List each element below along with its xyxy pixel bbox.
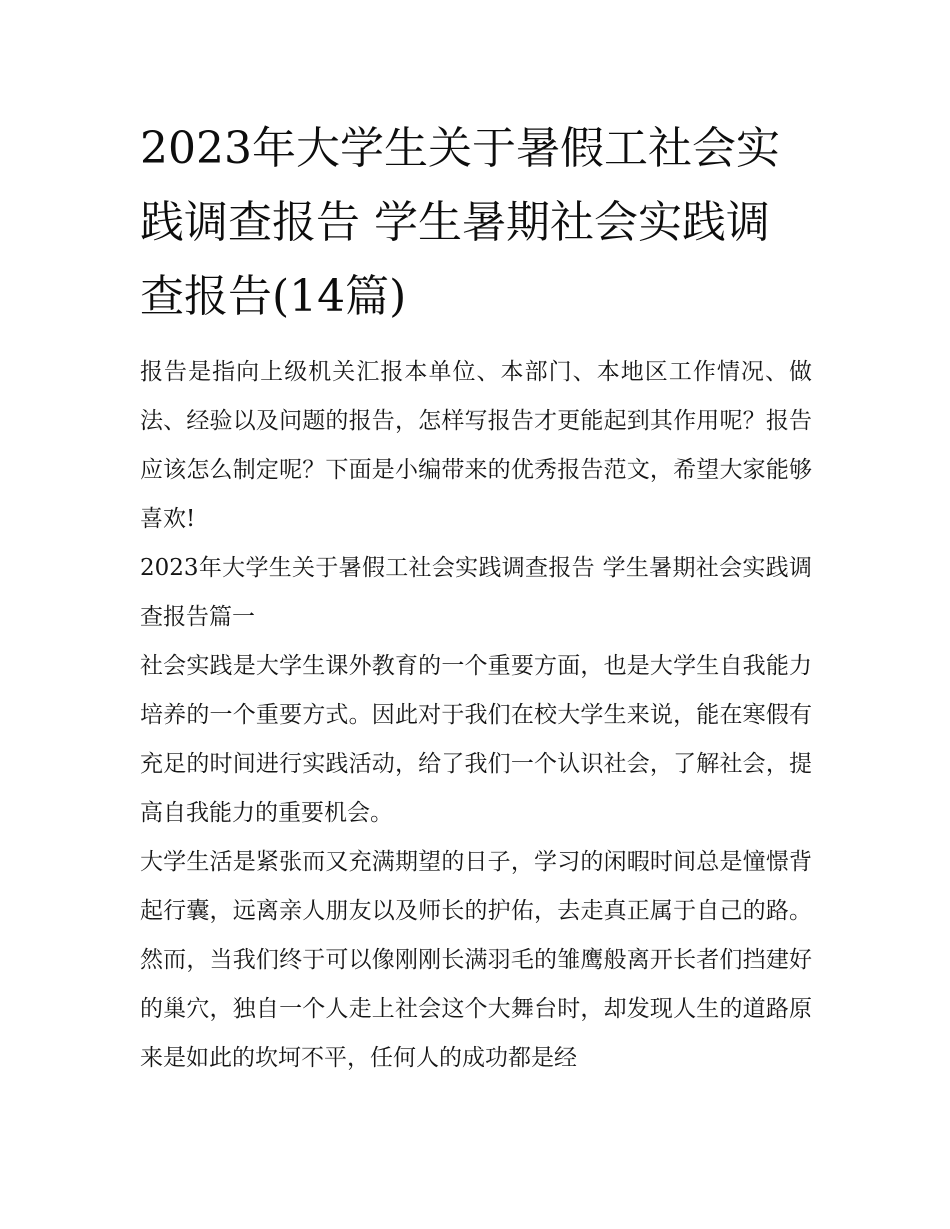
body-paragraph: 大学生活是紧张而又充满期望的日子，学习的闲暇时间总是憧憬背起行囊，远离亲人朋友以及师长的护佑，去走真正属于自己的路。然而，当我们终于可以像刚刚长满羽毛的雏鹰般离开长者们挡建好的巢穴，独自一个人走上社会这个大舞台时，却发现人生的道路原来是如此的坎坷不平，任何人的成功都是经: [140, 849, 812, 1071]
document-body: [140, 112, 812, 1083]
document-title: 2023年大学生关于暑假工社会实践调查报告 学生暑期社会实践调查报告(14篇): [140, 123, 780, 322]
body-paragraph: 社会实践是大学生课外教育的一个重要方面，也是大学生自我能力培养的一个重要方式。因此对于我们在校大学生来说，能在寒假有充足的时间进行实践活动，给了我们一个认识社会，了解社会，提高自我能力的重要机会。: [140, 653, 812, 826]
section-heading: 2023年大学生关于暑假工社会实践调查报告 学生暑期社会实践调查报告篇一: [140, 555, 812, 630]
intro-paragraph: 报告是指向上级机关汇报本单位、本部门、本地区工作情况、做法、经验以及问题的报告，怎样写报告才更能起到其作用呢？报告应该怎么制定呢？下面是小编带来的优秀报告范文，希望大家能够喜欢!: [140, 359, 812, 532]
